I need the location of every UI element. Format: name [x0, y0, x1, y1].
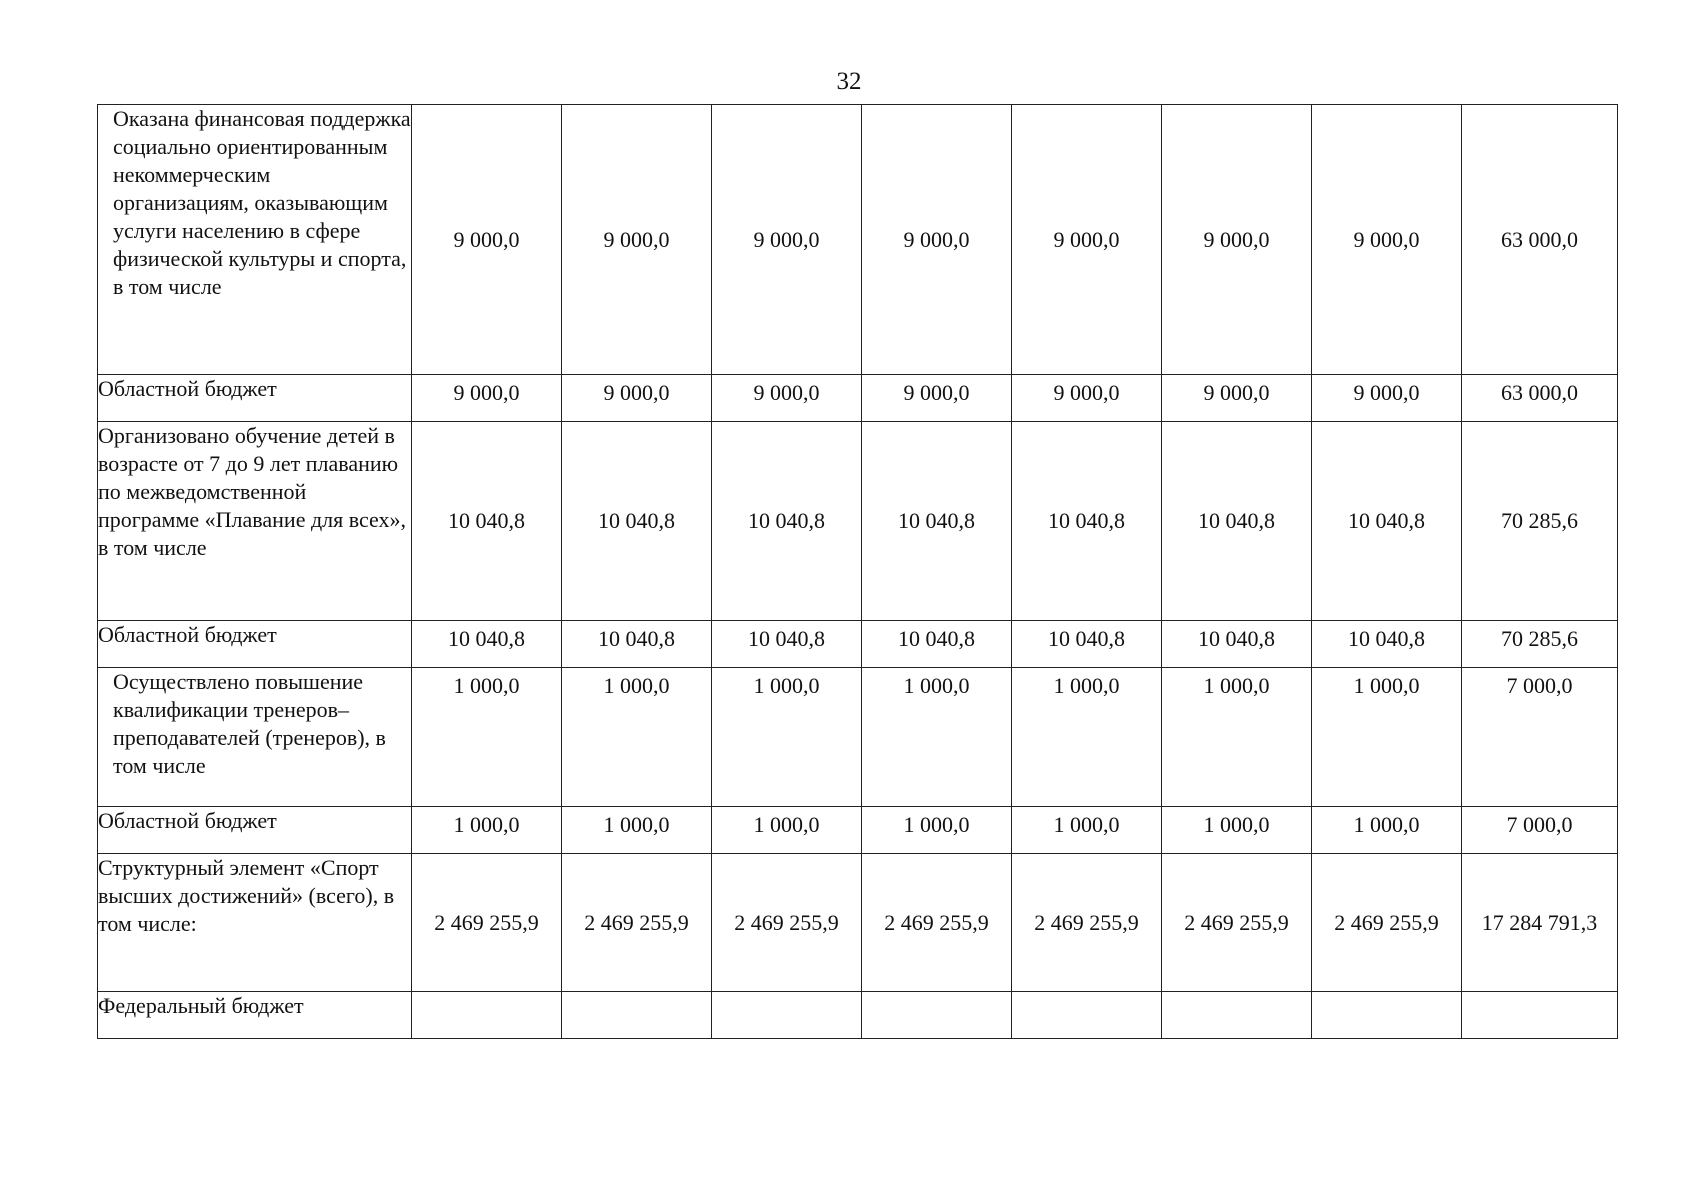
value-cell: 10 040,8 — [1162, 621, 1312, 668]
value-cell: 10 040,8 — [862, 621, 1012, 668]
row-label: Осуществлено повышение квалификации тренеров–преподавателей (тренеров), в том числе — [98, 668, 412, 807]
value-cell — [562, 992, 712, 1039]
value-cell: 9 000,0 — [412, 105, 562, 375]
value-cell: 1 000,0 — [862, 807, 1012, 854]
value-cell: 9 000,0 — [712, 375, 862, 422]
value-cell: 1 000,0 — [1312, 668, 1462, 807]
value-cell: 9 000,0 — [862, 105, 1012, 375]
value-cell — [862, 992, 1012, 1039]
value-cell: 2 469 255,9 — [862, 854, 1012, 992]
table-row — [98, 992, 1618, 1039]
value-cell — [1162, 992, 1312, 1039]
value-cell: 10 040,8 — [1312, 422, 1462, 621]
value-cell: 2 469 255,9 — [1012, 854, 1162, 992]
value-cell: 9 000,0 — [1162, 375, 1312, 422]
value-cell: 1 000,0 — [1162, 668, 1312, 807]
row-label: Областной бюджет — [98, 807, 412, 854]
value-cell: 1 000,0 — [412, 668, 562, 807]
value-cell: 9 000,0 — [862, 375, 1012, 422]
value-cell: 10 040,8 — [562, 621, 712, 668]
value-cell: 10 040,8 — [712, 621, 862, 668]
value-cell: 1 000,0 — [1162, 807, 1312, 854]
value-cell: 9 000,0 — [1012, 375, 1162, 422]
value-cell: 9 000,0 — [1312, 105, 1462, 375]
value-cell: 10 040,8 — [562, 422, 712, 621]
value-cell: 1 000,0 — [562, 668, 712, 807]
value-cell — [1312, 992, 1462, 1039]
total-cell: 63 000,0 — [1462, 375, 1618, 422]
total-cell: 7 000,0 — [1462, 807, 1618, 854]
total-cell: 17 284 791,3 — [1462, 854, 1618, 992]
value-cell: 2 469 255,9 — [412, 854, 562, 992]
table-row — [98, 807, 1618, 854]
value-cell: 10 040,8 — [1012, 621, 1162, 668]
value-cell: 9 000,0 — [562, 375, 712, 422]
row-label: Структурный элемент «Спорт высших достижений» (всего), в том числе: — [98, 854, 412, 992]
row-label: Оказана финансовая поддержка социально ориентированным некоммерческим организациям, оказывающим услуги населению в сфере физической культуры и спорта, в том числе — [98, 105, 412, 375]
value-cell: 2 469 255,9 — [712, 854, 862, 992]
table-row — [98, 105, 1618, 375]
value-cell: 2 469 255,9 — [1162, 854, 1312, 992]
row-label: Федеральный бюджет — [98, 992, 412, 1039]
value-cell: 9 000,0 — [1312, 375, 1462, 422]
value-cell: 10 040,8 — [412, 422, 562, 621]
table-row — [98, 621, 1618, 668]
row-label: Организовано обучение детей в возрасте от 7 до 9 лет плаванию по межведомственной программе «Плавание для всех», в том числе — [98, 422, 412, 621]
table-row — [98, 375, 1618, 422]
total-cell — [1462, 992, 1618, 1039]
value-cell — [1012, 992, 1162, 1039]
row-label: Областной бюджет — [98, 375, 412, 422]
value-cell: 2 469 255,9 — [1312, 854, 1462, 992]
value-cell: 1 000,0 — [1012, 668, 1162, 807]
total-cell: 63 000,0 — [1462, 105, 1618, 375]
value-cell: 2 469 255,9 — [562, 854, 712, 992]
budget-table — [97, 104, 1618, 1039]
total-cell: 70 285,6 — [1462, 422, 1618, 621]
table-row — [98, 854, 1618, 992]
value-cell: 9 000,0 — [562, 105, 712, 375]
value-cell: 9 000,0 — [712, 105, 862, 375]
value-cell: 10 040,8 — [1312, 621, 1462, 668]
value-cell: 10 040,8 — [1162, 422, 1312, 621]
value-cell: 1 000,0 — [712, 807, 862, 854]
total-cell: 7 000,0 — [1462, 668, 1618, 807]
table-row — [98, 668, 1618, 807]
value-cell — [712, 992, 862, 1039]
value-cell: 10 040,8 — [412, 621, 562, 668]
page-number: 32 — [836, 68, 862, 95]
value-cell: 10 040,8 — [862, 422, 1012, 621]
value-cell: 9 000,0 — [412, 375, 562, 422]
value-cell: 9 000,0 — [1162, 105, 1312, 375]
table-row — [98, 422, 1618, 621]
value-cell: 1 000,0 — [862, 668, 1012, 807]
value-cell: 9 000,0 — [1012, 105, 1162, 375]
value-cell: 1 000,0 — [1012, 807, 1162, 854]
value-cell: 1 000,0 — [712, 668, 862, 807]
value-cell: 10 040,8 — [1012, 422, 1162, 621]
value-cell: 10 040,8 — [712, 422, 862, 621]
value-cell: 1 000,0 — [412, 807, 562, 854]
total-cell: 70 285,6 — [1462, 621, 1618, 668]
value-cell: 1 000,0 — [562, 807, 712, 854]
row-label: Областной бюджет — [98, 621, 412, 668]
value-cell: 1 000,0 — [1312, 807, 1462, 854]
value-cell — [412, 992, 562, 1039]
